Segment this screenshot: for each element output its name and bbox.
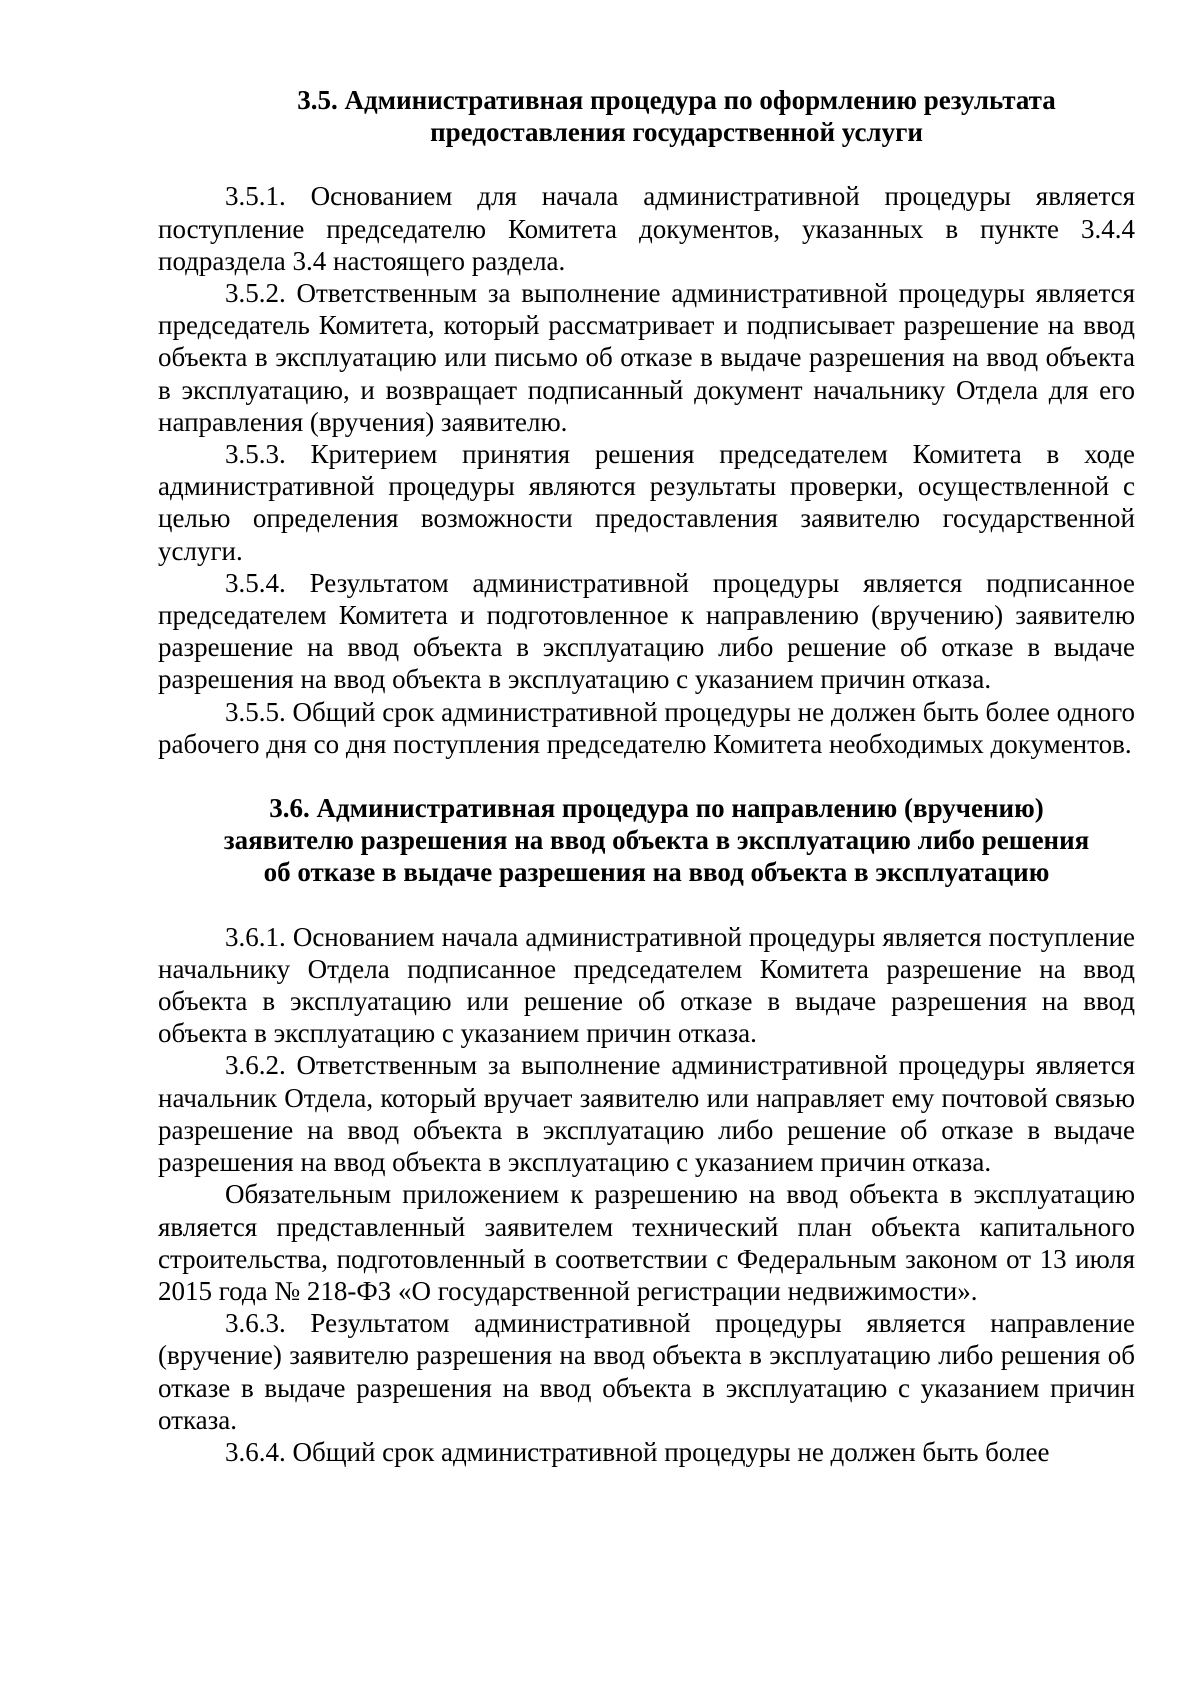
paragraph-3-6-1: 3.6.1. Основанием начала административной процедуры является поступление начальнику Отдела подписанное председателем Комитета разрешение на ввод объекта в эксплуатацию или решение об отказе в выдаче разрешения на ввод объекта в эксплуатацию с указанием причин отказа. — [158, 921, 1135, 1049]
paragraph-3-6-2: 3.6.2. Ответственным за выполнение административной процедуры является начальник Отдела, который вручает заявителю или направляет ему почтовой связью разрешение на ввод объекта в эксплуатацию либо решение об отказе в выдаче разрешения на ввод объекта в эксплуатацию с указанием причин отказа. — [158, 1050, 1135, 1178]
paragraph-3-6-4: 3.6.4. Общий срок административной процедуры не должен быть более — [225, 1436, 1050, 1467]
document-page — [158, 84, 1135, 1468]
paragraph-3-5-4: 3.5.4. Результатом административной процедуры является подписанное председателем Комитета и подготовленное к направлению (вручению) заявителю разрешение на ввод объекта в эксплуатацию либо решение об отказе в выдаче разрешения на ввод объекта в эксплуатацию с указанием причин отказа. — [158, 567, 1135, 695]
heading-line: предоставления государственной услуги — [430, 117, 923, 148]
paragraph-3-6-3: 3.6.3. Результатом административной процедуры является направление (вручение) заявителю разрешения на ввод объекта в эксплуатацию либо решения об отказе в выдаче разрешения на ввод объекта в эксплуатацию с указанием причин отказа. — [158, 1308, 1135, 1435]
paragraph-3-5-5: 3.5.5. Общий срок административной процедуры не должен быть более одного рабочего дня со дня поступления председателю Комитета необходимых документов. — [158, 696, 1135, 759]
paragraph-attachment: Обязательным приложением к разрешению на ввод объекта в эксплуатацию является представленный заявителем технический план объекта капитального строительства, подготовленный в соответствии с Федеральным законом от 13 июля 2015 года № 218-ФЗ «О государственной регистрации недвижимости». — [158, 1179, 1135, 1306]
heading-line: об отказе в выдаче разрешения на ввод объекта в эксплуатацию — [263, 857, 1050, 888]
paragraph-3-5-3: 3.5.3. Критерием принятия решения председателем Комитета в ходе административной процедуры являются результаты проверки, осуществленной с целью определения возможности предоставления заявителю государственной услуги. — [158, 439, 1135, 566]
heading-line: 3.5. Административная процедура по оформлению результата — [297, 85, 1056, 115]
heading-line: 3.6. Административная процедура по направлению (вручению) — [269, 793, 1044, 824]
section-3-6-heading — [158, 792, 1135, 889]
heading-line: заявителю разрешения на ввод объекта в эксплуатацию либо решения — [223, 825, 1090, 856]
paragraph-3-5-1: 3.5.1. Основанием для начала административной процедуры является поступление председателю Комитета документов, указанных в пункте 3.4.4 подраздела 3.4 настоящего раздела. — [158, 181, 1135, 276]
section-3-5-heading — [158, 84, 1135, 148]
paragraph-3-5-2: 3.5.2. Ответственным за выполнение административной процедуры является председатель Комитета, который рассматривает и подписывает разрешение на ввод объекта в эксплуатацию или письмо об отказе в выдаче разрешения на ввод объекта в эксплуатацию, и возвращает подписанный документ начальнику Отдела для его направления (вручения) заявителю. — [158, 278, 1135, 437]
